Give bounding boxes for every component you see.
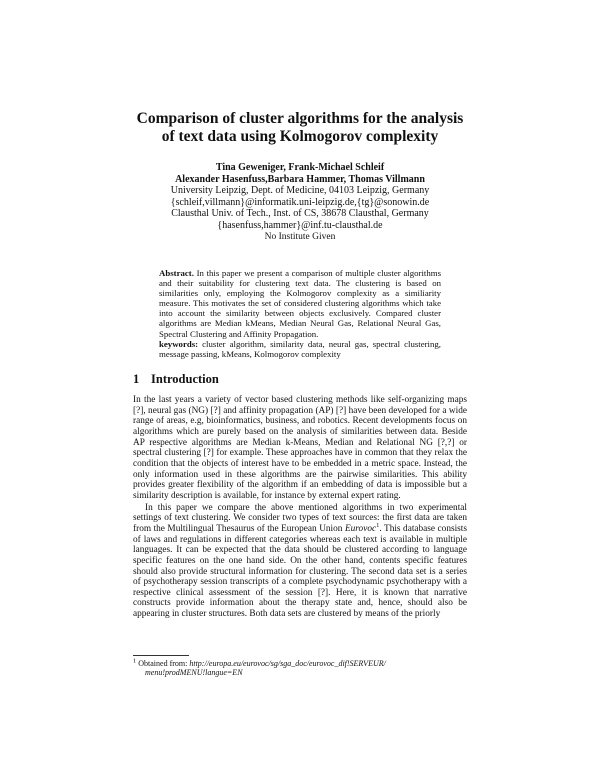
footnote-mark: 1 — [133, 657, 137, 665]
author-line-2: Alexander Hasenfuss,Barbara Hammer, Thomas Villmann — [175, 173, 425, 185]
email-2: {hasenfuss,hammer}@inf.tu-clausthal.de — [217, 219, 383, 231]
footnote-url-2[interactable]: menu!prodMENU!langue=EN — [145, 668, 243, 678]
footnote — [133, 659, 467, 678]
body-text — [133, 395, 467, 620]
footnote-label: Obtained from: — [138, 659, 188, 668]
email-1: {schleif,villmann}@informatik.uni-leipzig.de,{tg}@sonowin.de — [170, 196, 430, 208]
author-block — [100, 162, 500, 232]
footnote-line-2 — [133, 668, 467, 677]
affiliation-1: University Leipzig, Dept. of Medicine, 04103 Leipzig, Germany — [170, 185, 430, 197]
abstract-text: In this paper we present a comparison of multiple cluster algorithms and their suitability for clustering text data. The clustering is based on similarities only, employing the Kolmogorov complexity as a similiarity measure. This motivates the set of considered clustering algorithms which take into account the similarity between objects exclusively. Compared cluster algorithms are Median kMeans, Median Neural Gas, Relational Neural Gas, Spectral Clustering and Affinity Propagation. — [159, 268, 441, 339]
author-line-1: Tina Geweniger, Frank-Michael Schleif — [215, 162, 385, 173]
abstract-label: Abstract. — [159, 268, 194, 278]
section-number: 1 — [133, 372, 140, 386]
para2-text-a: In this paper we compare the above mentioned algorithms in two experimental settings of text clustering. We consider two types of text sources: the first data are taken from the Multilingual Thesaurus of the European Union — [133, 502, 467, 534]
title-line-2: of text data using Kolmogorov complexity — [161, 128, 439, 145]
footnote-ref: 1 — [376, 521, 380, 529]
abstract-paragraph — [159, 268, 441, 339]
footnote-rule — [133, 655, 189, 656]
title-line-1: Comparison of cluster algorithms for the analysis — [136, 110, 464, 127]
footnote-line-1 — [133, 659, 467, 668]
paper-title — [100, 110, 500, 146]
body-paragraph-1: In the last years a variety of vector based clustering methods like self-organizing maps [?], neural gas (NG) [?] and affinity propagation (AP) [?] have been developed for a wide range of areas, e.g, bioinformatics, business, and robotics. Recent developments focus on algorithms which are purely based on the analysis of similarities between data. Beside AP respective algorithms are Median k-Means, Median and Relational NG [?,?] or spectral clustering [?] for example. These approaches have in common that they relax the condition that the objects of interest have to be embedded in a metric space. Instead, the only information used in these algorithms are the pairwise similarities. This ability provides greater flexibility of the algorithm if an embedding of data is impossible but a similarity description is available, for instance by external expert rating. — [133, 395, 467, 501]
section-heading — [133, 372, 219, 387]
para2-text-b: . This database consists of laws and regulations in different categories whereas each text is available in multiple languages. It can be expected that the data should be clustered according to language specific features on the one hand side. On the other hand, contents specific features should also provide structural information for clustering. The second data set is a series of psychotherapy session transcripts of a complete psychodynamic psychotherapy with a respective clinical assessment of the session [?]. Here, it is known that narrative constructs provide information about the therapy state and, hence, should also be appearing in cluster structures. Both data sets are clustered by means of the priorly — [133, 523, 467, 620]
keywords-label: keywords: — [159, 338, 199, 349]
footnote-url-1[interactable]: http://europa.eu/eurovoc/sg/sga_doc/eurovoc_dif!SERVEUR/ — [189, 659, 386, 668]
body-paragraph-2 — [133, 503, 467, 620]
keywords-text: cluster algorithm, similarity data, neural gas, spectral clustering, message passing, kMeans, Kolmogorov complexity — [159, 338, 441, 359]
affiliation-2: Clausthal Univ. of Tech., Inst. of CS, 38678 Clausthal, Germany — [171, 208, 429, 220]
abstract-block — [159, 268, 441, 359]
eurovoc-term: Eurovoc — [344, 523, 377, 534]
section-title: Introduction — [151, 372, 219, 386]
keywords-paragraph — [159, 339, 441, 359]
institute-line: No Institute Given — [264, 232, 336, 242]
